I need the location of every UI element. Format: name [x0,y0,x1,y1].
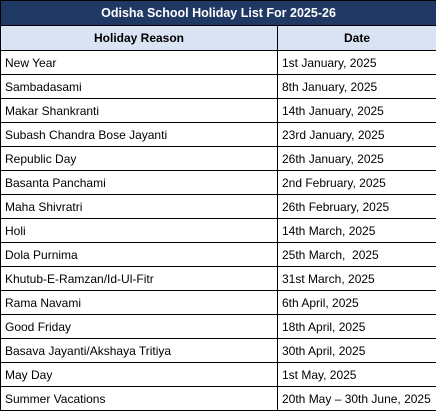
table-row [1,387,436,411]
holiday-reason-cell: Good Friday [1,315,278,339]
holiday-date-cell: 30th April, 2025 [278,339,436,363]
holiday-date-cell: 6th April, 2025 [278,291,436,315]
holiday-reason-cell: Republic Day [1,147,278,171]
table-row [1,171,436,195]
table-row [1,99,436,123]
holiday-date-cell: 26th January, 2025 [278,147,436,171]
table-row [1,51,436,75]
holiday-reason-cell: May Day [1,363,278,387]
holiday-reason-cell: Dola Purnima [1,243,278,267]
column-header-date: Date [278,26,436,51]
table-row [1,219,436,243]
table-row [1,315,436,339]
column-header-holiday-reason: Holiday Reason [1,26,278,51]
holiday-date-cell: 18th April, 2025 [278,315,436,339]
holiday-date-cell: 1st January, 2025 [278,51,436,75]
table-title-row [1,1,436,26]
table-row [1,195,436,219]
holiday-reason-cell: Khutub-E-Ramzan/Id-Ul-Fitr [1,267,278,291]
table-header-row [1,26,436,51]
holiday-date-cell: 31st March, 2025 [278,267,436,291]
holiday-date-cell: 26th February, 2025 [278,195,436,219]
holiday-date-cell: 20th May – 30th June, 2025 [278,387,436,411]
table-row [1,363,436,387]
table-row [1,339,436,363]
holiday-date-cell: 23rd January, 2025 [278,123,436,147]
table-row [1,147,436,171]
holiday-date-cell: 25th March, 2025 [278,243,436,267]
table-row [1,267,436,291]
table-row [1,123,436,147]
holiday-reason-cell: Basanta Panchami [1,171,278,195]
holiday-date-cell: 8th January, 2025 [278,75,436,99]
holiday-date-cell: 14th March, 2025 [278,219,436,243]
holiday-date-cell: 2nd February, 2025 [278,171,436,195]
holiday-reason-cell: Sambadasami [1,75,278,99]
holiday-reason-cell: Makar Shankranti [1,99,278,123]
holiday-reason-cell: Basava Jayanti/Akshaya Tritiya [1,339,278,363]
holiday-reason-cell: Holi [1,219,278,243]
holiday-date-cell: 1st May, 2025 [278,363,436,387]
holiday-reason-cell: New Year [1,51,278,75]
table-row [1,243,436,267]
holiday-reason-cell: Maha Shivratri [1,195,278,219]
table-title: Odisha School Holiday List For 2025-26 [1,1,436,26]
holiday-reason-cell: Rama Navami [1,291,278,315]
table-row [1,291,436,315]
table-row [1,75,436,99]
holiday-reason-cell: Summer Vacations [1,387,278,411]
holiday-reason-cell: Subash Chandra Bose Jayanti [1,123,278,147]
holiday-date-cell: 14th January, 2025 [278,99,436,123]
